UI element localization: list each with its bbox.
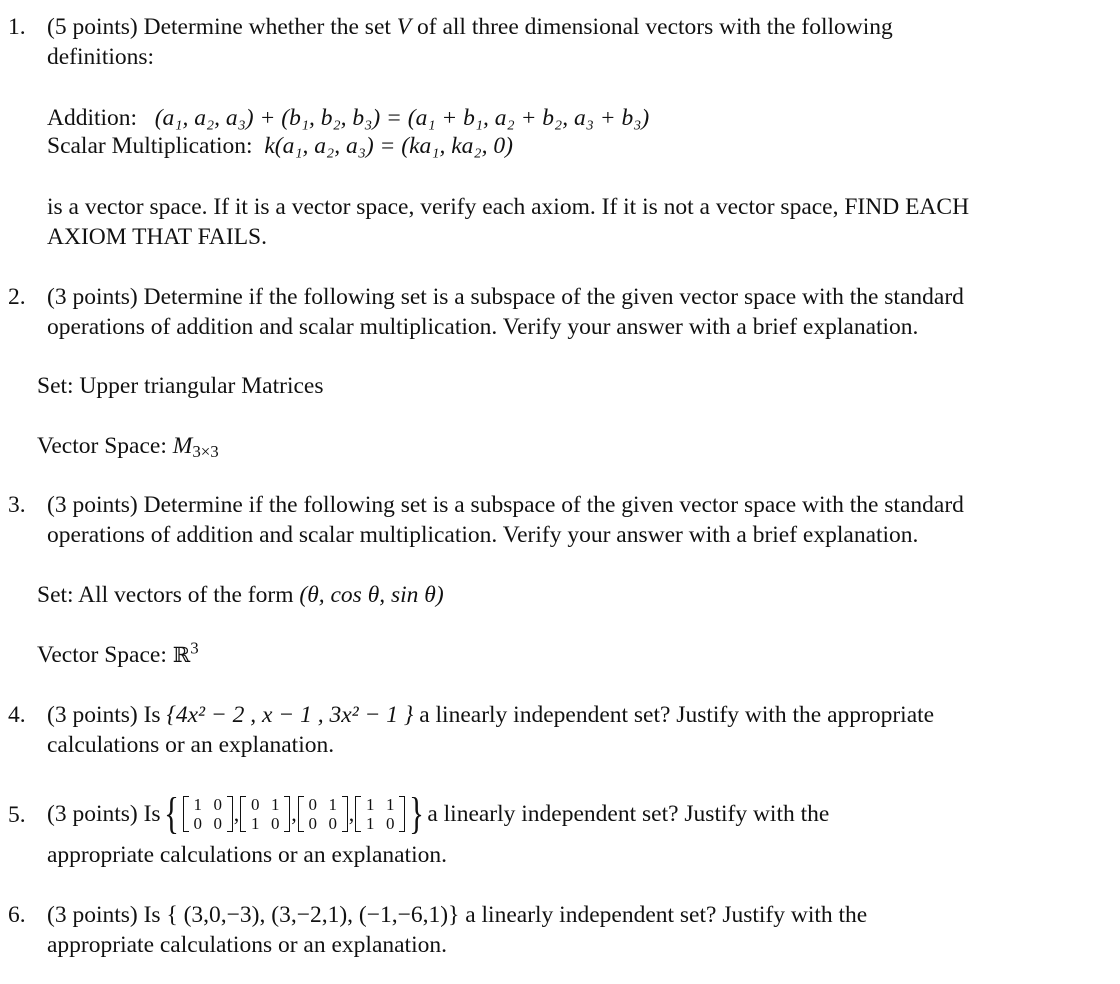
close-brace: } <box>409 789 425 838</box>
problem-2-line-1: (3 points) Determine if the following set is a subspace of the given vector space with the standard <box>47 284 964 310</box>
problem-number: 4. <box>8 702 26 728</box>
problem-1-line-2: definitions: <box>47 44 155 70</box>
problem-1-closing-1: is a vector space. If it is a vector space, verify each axiom. If it is not a vector space, FIND EACH <box>47 194 970 220</box>
problem-2-vector-space: Vector Space: $M_{3\times 3}$ <box>37 433 219 462</box>
problem-3-line-1: (3 points) Determine if the following set is a subspace of the given vector space with the standard <box>47 492 964 518</box>
problem-4-line-1: (3 points) Is {4x² − 2 , x − 1 , 3x² − 1 } a linearly independent set? Justify with the appropriate <box>47 702 935 728</box>
problem-4-line-2: calculations or an explanation. <box>47 732 335 758</box>
problem-1-line-1: (5 points) Determine whether the set V of all three dimensional vectors with the following <box>47 14 893 40</box>
problem-1-closing-2: AXIOM THAT FAILS. <box>47 224 268 250</box>
problem-number: 1. <box>8 14 26 40</box>
problem-3-set: Set: All vectors of the form (θ, cos θ, sin θ) <box>37 582 444 608</box>
problem-number: 2. <box>8 284 26 310</box>
problem-6-line-1: (3 points) Is { (3,0,−3), (3,−2,1), (−1,−6,1)} a linearly independent set? Justify with the <box>47 902 868 928</box>
problem-2-line-2: operations of addition and scalar multiplication. Verify your answer with a brief explanation. <box>47 314 919 340</box>
matrix-2: 0 1 1 0 <box>240 795 290 833</box>
problem-3-vector-space: Vector Space: ℝ$^3$ <box>37 638 199 668</box>
problem-number: 5. <box>8 802 26 828</box>
problem-5-line-1: (3 points) Is { 1 0 0 0 , 0 1 1 0 , 0 1 0 0 , 1 1 1 0 } a linearly independent set? Justify with the <box>47 789 830 838</box>
problem-number: 6. <box>8 902 26 928</box>
problem-6-line-2: appropriate calculations or an explanation. <box>47 932 447 958</box>
matrix-4: 1 1 1 0 <box>355 795 405 833</box>
scalar-definition: Scalar Multiplication: k(a₁, a₂, a₃) = (ka₁, ka₂, 0) <box>47 133 513 159</box>
problem-2-set: Set: Upper triangular Matrices <box>37 373 324 399</box>
problem-5-line-2: appropriate calculations or an explanation. <box>47 842 447 868</box>
open-brace: { <box>163 789 179 838</box>
problem-3-line-2: operations of addition and scalar multiplication. Verify your answer with a brief explanation. <box>47 522 919 548</box>
matrix-3: 0 1 0 0 <box>298 795 348 833</box>
problem-number: 3. <box>8 492 26 518</box>
matrix-1: 1 0 0 0 <box>183 795 233 833</box>
addition-definition: Addition: (a₁, a₂, a₃) + (b₁, b₂, b₃) = (a₁ + b₁, a₂ + b₂, a₃ + b₃) <box>47 105 650 131</box>
